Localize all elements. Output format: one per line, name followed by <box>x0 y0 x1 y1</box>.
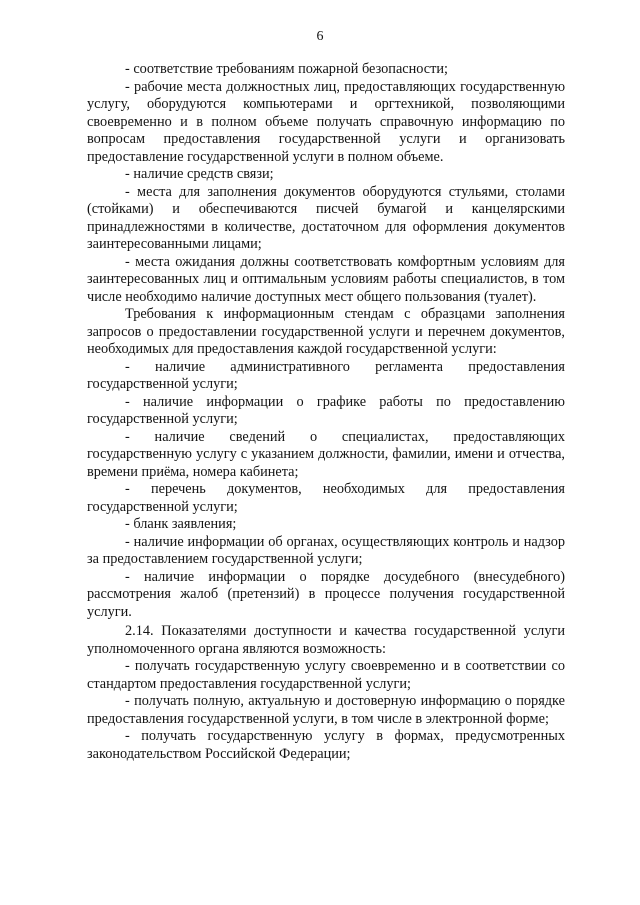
paragraph-workplaces: - рабочие места должностных лиц, предоставляющих государственную услугу, оборудуются компьютерами и оргтехникой, позволяющими своевременно и в полном объеме получать справочную информацию по вопросам предоставления государственной услуги и организовать предоставление государственной услуги в полном объеме. <box>87 78 565 165</box>
paragraph-documents-list: - перечень документов, необходимых для предоставления государственной услуги; <box>87 481 565 515</box>
paragraph-communications: - наличие средств связи; <box>125 166 274 182</box>
document-body <box>87 61 565 763</box>
paragraph-service-forms: - получать государственную услугу в формах, предусмотренных законодательством Российской Федерации; <box>87 728 565 762</box>
paragraph-specialists-info: - наличие сведений о специалистах, предоставляющих государственную услугу с указанием должности, фамилии, имени и отчества, времени приёма, номера кабинета; <box>87 428 565 480</box>
paragraph-form-filling-places: - места для заполнения документов оборудуются стульями, столами (стойками) и обеспечиваются писчей бумагой и канцелярскими принадлежностями в количестве, достаточном для оформления документов заинтересованными лицами; <box>87 183 565 252</box>
paragraph-timely-service: - получать государственную услугу своевременно и в соответствии со стандартом предоставления государственной услуги; <box>87 658 565 692</box>
paragraph-fire-safety: - соответствие требованиям пожарной безопасности; <box>125 61 449 77</box>
paragraph-full-information: - получать полную, актуальную и достоверную информацию о порядке предоставления государственной услуги, в том числе в электронной форме; <box>87 693 565 727</box>
paragraph-info-stand-requirements: Требования к информационным стендам с образцами заполнения запросов о предоставлении государственной услуги и перечнем документов, необходимых для предоставления каждой государственной услуги: <box>87 306 565 357</box>
paragraph-control-bodies: - наличие информации об органах, осуществляющих контроль и надзор за предоставлением государственной услуги; <box>87 533 565 567</box>
paragraph-application-form: - бланк заявления; <box>125 516 237 532</box>
paragraph-complaints-procedure: - наличие информации о порядке досудебного (внесудебного) рассмотрения жалоб (претензий) в процессе получения государственной услуги. <box>87 568 565 620</box>
paragraph-admin-regulation: - наличие административного регламента предоставления государственной услуги; <box>87 358 565 392</box>
paragraph-work-schedule: - наличие информации о графике работы по предоставлению государственной услуги; <box>87 393 565 427</box>
paragraph-section-2-14: 2.14. Показателями доступности и качества государственной услуги уполномоченного органа являются возможность: <box>87 623 565 657</box>
paragraph-waiting-places: - места ожидания должны соответствовать комфортным условиям для заинтересованных лиц и оптимальным условиям работы специалистов, в том числе необходимо наличие доступных мест общего пользования (туалет). <box>87 253 565 305</box>
page-number: 6 <box>316 29 324 44</box>
